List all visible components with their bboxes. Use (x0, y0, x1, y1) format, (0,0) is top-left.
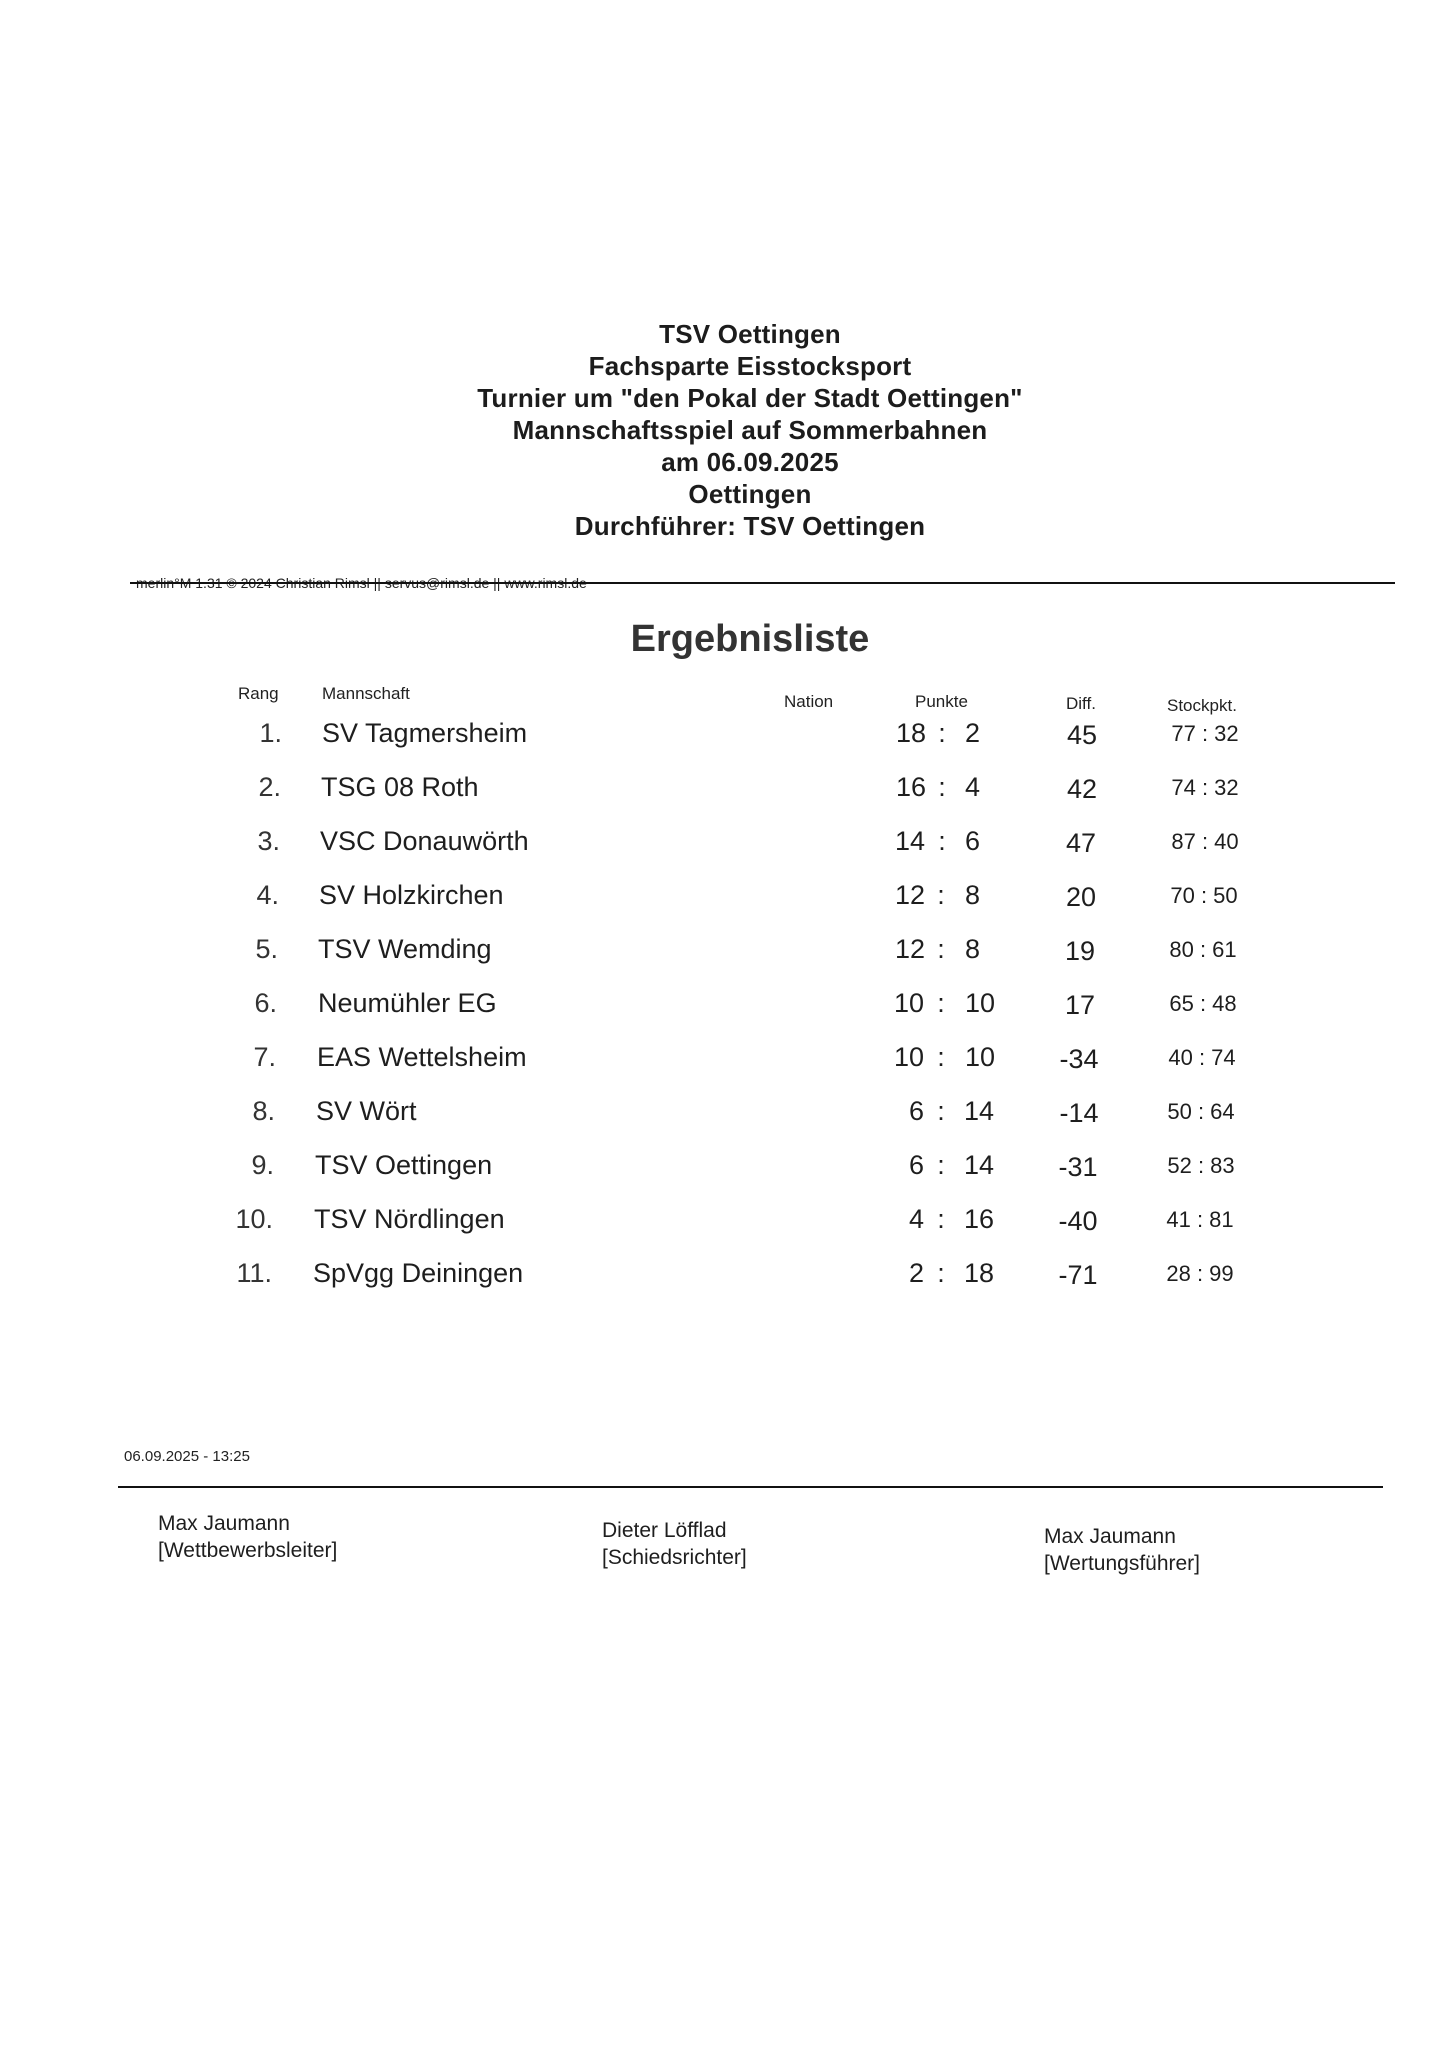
header-date: am 06.09.2025 (661, 447, 839, 477)
header-division: Fachsparte Eisstocksport (588, 351, 912, 381)
page-title: Ergebnisliste (630, 618, 870, 660)
points-plus-cell: 12 (894, 880, 925, 910)
points-minus-cell: 8 (965, 934, 981, 964)
rank-cell: 1. (259, 718, 282, 748)
team-cell: SV Tagmersheim (322, 718, 528, 748)
table-row (0, 1258, 1448, 1298)
rank-cell: 2. (258, 772, 281, 802)
column-header-stockpkt: Stockpkt. (1167, 696, 1237, 715)
print-timestamp: 06.09.2025 - 13:25 (124, 1448, 250, 1465)
points-separator: : (937, 934, 945, 964)
stock-points-cell: 41 : 81 (1166, 1207, 1234, 1232)
points-separator: : (937, 880, 945, 910)
rank-cell: 4. (256, 880, 279, 910)
points-minus-cell: 8 (965, 880, 981, 910)
points-separator: : (937, 1204, 945, 1234)
points-minus-cell: 18 (964, 1258, 995, 1288)
stock-points-cell: 28 : 99 (1166, 1261, 1234, 1286)
points-minus-cell: 10 (965, 1042, 996, 1072)
table-row (0, 988, 1448, 1028)
diff-cell: 19 (1064, 936, 1096, 966)
stock-points-cell: 52 : 83 (1167, 1153, 1235, 1178)
points-separator: : (937, 988, 945, 1018)
stock-points-cell: 50 : 64 (1167, 1099, 1235, 1124)
points-separator: : (938, 718, 946, 748)
rank-cell: 10. (235, 1204, 273, 1234)
team-cell: SV Holzkirchen (319, 880, 504, 910)
team-cell: TSV Nördlingen (314, 1204, 505, 1234)
points-minus-cell: 10 (965, 988, 996, 1018)
points-minus-cell: 2 (965, 718, 981, 748)
points-separator: : (937, 1150, 945, 1180)
header-club: TSV Oettingen (659, 319, 841, 349)
stock-points-cell: 77 : 32 (1171, 721, 1239, 746)
diff-cell: -14 (1059, 1098, 1099, 1128)
signature-block-competition-leader (158, 1510, 337, 1564)
header-game-type: Mannschaftsspiel auf Sommerbahnen (512, 415, 988, 445)
rank-cell: 11. (236, 1258, 272, 1288)
column-header-diff: Diff. (1066, 694, 1096, 713)
signature-name: Max Jaumann (158, 1512, 290, 1535)
points-minus-cell: 14 (964, 1150, 995, 1180)
diff-cell: 20 (1065, 882, 1097, 912)
points-minus-cell: 16 (964, 1204, 995, 1234)
column-header-rang: Rang (238, 684, 279, 703)
rank-cell: 9. (251, 1150, 274, 1180)
diff-cell: -71 (1058, 1260, 1098, 1290)
team-cell: TSV Oettingen (315, 1150, 493, 1180)
rank-cell: 5. (255, 934, 278, 964)
stock-points-cell: 70 : 50 (1170, 883, 1238, 908)
table-row (0, 1150, 1448, 1190)
points-plus-cell: 6 (908, 1150, 924, 1180)
points-minus-cell: 14 (964, 1096, 995, 1126)
signature-name: Dieter Löfflad (602, 1519, 727, 1542)
stock-points-cell: 40 : 74 (1168, 1045, 1236, 1070)
stock-points-cell: 87 : 40 (1171, 829, 1239, 854)
points-separator: : (937, 1258, 945, 1288)
table-row (0, 934, 1448, 974)
column-header-punkte: Punkte (915, 692, 968, 711)
table-row (0, 718, 1448, 758)
points-separator: : (937, 1042, 945, 1072)
points-plus-cell: 14 (894, 826, 925, 856)
signature-block-referee (602, 1517, 747, 1571)
column-header-nation: Nation (784, 692, 834, 711)
stock-points-cell: 74 : 32 (1171, 775, 1239, 800)
diff-cell: 17 (1064, 990, 1096, 1020)
team-cell: TSV Wemding (318, 934, 492, 964)
signature-block-scorer (1044, 1523, 1200, 1577)
rank-cell: 8. (252, 1096, 275, 1126)
diff-cell: 42 (1066, 774, 1098, 804)
footer-divider (118, 1486, 1383, 1488)
points-minus-cell: 6 (965, 826, 981, 856)
header-divider (130, 582, 1395, 584)
team-cell: SV Wört (316, 1096, 417, 1126)
points-plus-cell: 18 (895, 718, 926, 748)
points-minus-cell: 4 (965, 772, 981, 802)
diff-cell: 45 (1066, 720, 1098, 750)
header-organizer: Durchführer: TSV Oettingen (574, 511, 926, 541)
table-row (0, 1096, 1448, 1136)
software-credit: merlin°M 1.31 © 2024 Christian Rimsl || servus@rimsl.de || www.rimsl.de (136, 575, 587, 591)
signature-role: [Wertungsführer] (1044, 1552, 1201, 1575)
column-header-mannschaft: Mannschaft (322, 684, 410, 703)
diff-cell: -34 (1059, 1044, 1099, 1074)
points-plus-cell: 2 (908, 1258, 924, 1288)
table-row (0, 772, 1448, 812)
team-cell: VSC Donauwörth (320, 826, 529, 856)
points-plus-cell: 16 (895, 772, 926, 802)
stock-points-cell: 65 : 48 (1169, 991, 1237, 1016)
rank-cell: 7. (253, 1042, 276, 1072)
points-plus-cell: 10 (893, 1042, 924, 1072)
diff-cell: -40 (1058, 1206, 1098, 1236)
team-cell: TSG 08 Roth (321, 772, 479, 802)
points-separator: : (938, 772, 946, 802)
points-plus-cell: 12 (894, 934, 925, 964)
points-plus-cell: 4 (908, 1204, 924, 1234)
points-separator: : (937, 1096, 945, 1126)
table-row (0, 880, 1448, 920)
diff-cell: 47 (1065, 828, 1097, 858)
team-cell: Neumühler EG (318, 988, 497, 1018)
table-row (0, 826, 1448, 866)
points-separator: : (938, 826, 946, 856)
team-cell: SpVgg Deiningen (313, 1258, 524, 1288)
header-location: Oettingen (688, 479, 812, 509)
points-plus-cell: 10 (893, 988, 924, 1018)
header-tournament: Turnier um "den Pokal der Stadt Oettingen" (477, 383, 1023, 413)
rank-cell: 6. (254, 988, 277, 1018)
stock-points-cell: 80 : 61 (1169, 937, 1237, 962)
table-row (0, 1204, 1448, 1244)
rank-cell: 3. (257, 826, 280, 856)
points-plus-cell: 6 (908, 1096, 924, 1126)
diff-cell: -31 (1058, 1152, 1098, 1182)
document-header (0, 318, 1448, 542)
table-row (0, 1042, 1448, 1082)
team-cell: EAS Wettelsheim (317, 1042, 527, 1072)
signature-name: Max Jaumann (1044, 1525, 1176, 1548)
signature-role: [Schiedsrichter] (602, 1546, 747, 1569)
signature-role: [Wettbewerbsleiter] (158, 1539, 338, 1562)
